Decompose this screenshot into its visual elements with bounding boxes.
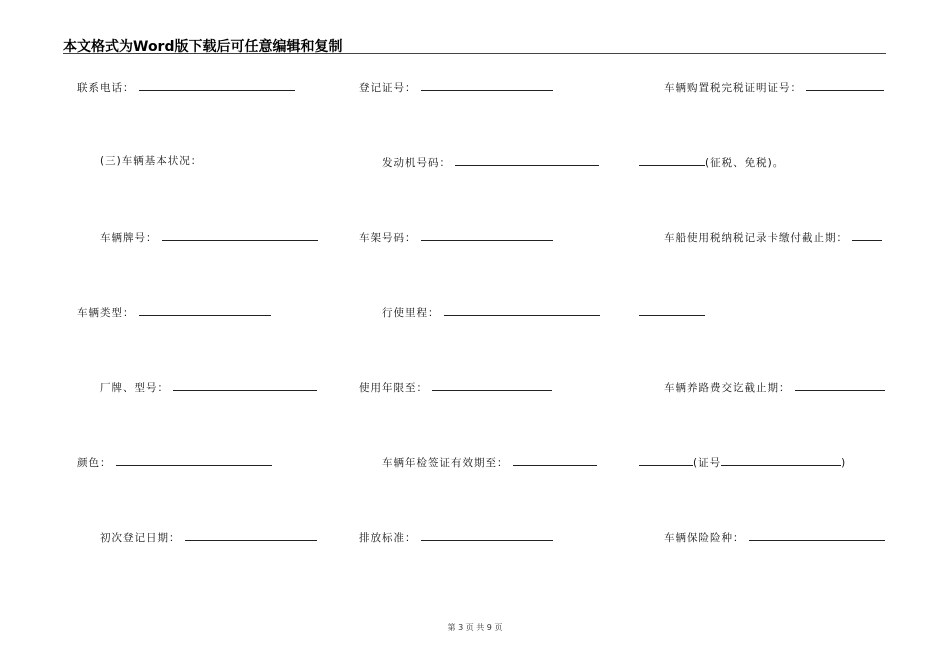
insurance-type-label: 车辆保险险种： (664, 532, 745, 544)
emission-std-label: 排放标准： (359, 532, 417, 544)
first-reg-date-label: 初次登记日期： (100, 532, 181, 544)
header-divider (63, 53, 886, 54)
inspection-valid-label: 车辆年检签证有效期至： (382, 457, 509, 469)
vehicle-type-blank[interactable] (139, 304, 271, 316)
mileage-blank[interactable] (444, 304, 600, 316)
contact-phone-label: 联系电话： (77, 82, 135, 94)
registration-cert-field (359, 79, 553, 95)
brand-model-blank[interactable] (173, 379, 317, 391)
inspection-cert-field (639, 454, 846, 470)
mileage-field (382, 304, 600, 320)
mileage-label: 行使里程： (382, 307, 440, 319)
service-life-blank[interactable] (432, 379, 552, 391)
tax-status-label: (征税、免税)。 (705, 157, 785, 169)
purchase-tax-cert-field (664, 79, 884, 95)
vessel-tax-deadline-label: 车船使用税纳税记录卡缴付截止期： (664, 232, 848, 244)
service-life-field (359, 379, 552, 395)
engine-no-field (382, 154, 599, 170)
color-blank[interactable] (116, 454, 272, 466)
vessel-tax-deadline-field (664, 229, 882, 245)
insurance-type-field (664, 529, 885, 545)
inspection-cert-blank[interactable] (721, 454, 841, 466)
emission-std-blank[interactable] (421, 529, 553, 541)
plate-no-blank[interactable] (162, 229, 318, 241)
cert-open-label: (证号 (693, 457, 722, 469)
emission-std-field (359, 529, 553, 545)
section-three-heading: (三)车辆基本状况： (100, 155, 203, 167)
contact-phone-blank[interactable] (139, 79, 295, 91)
vessel-tax-deadline-continued (639, 304, 705, 320)
vehicle-type-label: 车辆类型： (77, 307, 135, 319)
road-fee-deadline-blank[interactable] (795, 379, 885, 391)
vehicle-type-field (77, 304, 271, 320)
vessel-tax-deadline-blank-2[interactable] (639, 304, 705, 316)
road-fee-deadline-field (664, 379, 885, 395)
frame-no-blank[interactable] (421, 229, 553, 241)
brand-model-field (100, 379, 317, 395)
frame-no-field (359, 229, 553, 245)
purchase-tax-cert-blank[interactable] (806, 79, 884, 91)
brand-model-label: 厂牌、型号： (100, 382, 169, 394)
insurance-type-blank[interactable] (749, 529, 885, 541)
engine-no-blank[interactable] (455, 154, 599, 166)
cert-close-label: ) (841, 457, 847, 469)
inspection-valid-field (382, 454, 597, 470)
document-header-title: 本文格式为Word版下载后可任意编辑和复制 (63, 39, 343, 55)
color-field (77, 454, 272, 470)
inspection-valid-blank[interactable] (513, 454, 597, 466)
page-number-footer: 第 3 页 共 9 页 (447, 623, 503, 632)
contact-phone-field (77, 79, 295, 95)
color-label: 颜色： (77, 457, 112, 469)
frame-no-label: 车架号码： (359, 232, 417, 244)
inspection-valid-blank-2[interactable] (639, 454, 693, 466)
plate-no-label: 车辆牌号： (100, 232, 158, 244)
first-reg-date-blank[interactable] (185, 529, 317, 541)
service-life-label: 使用年限至： (359, 382, 428, 394)
registration-cert-label: 登记证号： (359, 82, 417, 94)
vessel-tax-deadline-blank[interactable] (852, 229, 882, 241)
plate-no-field (100, 229, 318, 245)
road-fee-deadline-label: 车辆养路费交讫截止期： (664, 382, 791, 394)
first-reg-date-field (100, 529, 317, 545)
registration-cert-blank[interactable] (421, 79, 553, 91)
tax-status-blank[interactable] (639, 154, 705, 166)
purchase-tax-cert-label: 车辆购置税完税证明证号： (664, 82, 802, 94)
engine-no-label: 发动机号码： (382, 157, 451, 169)
tax-status-field (639, 154, 784, 170)
